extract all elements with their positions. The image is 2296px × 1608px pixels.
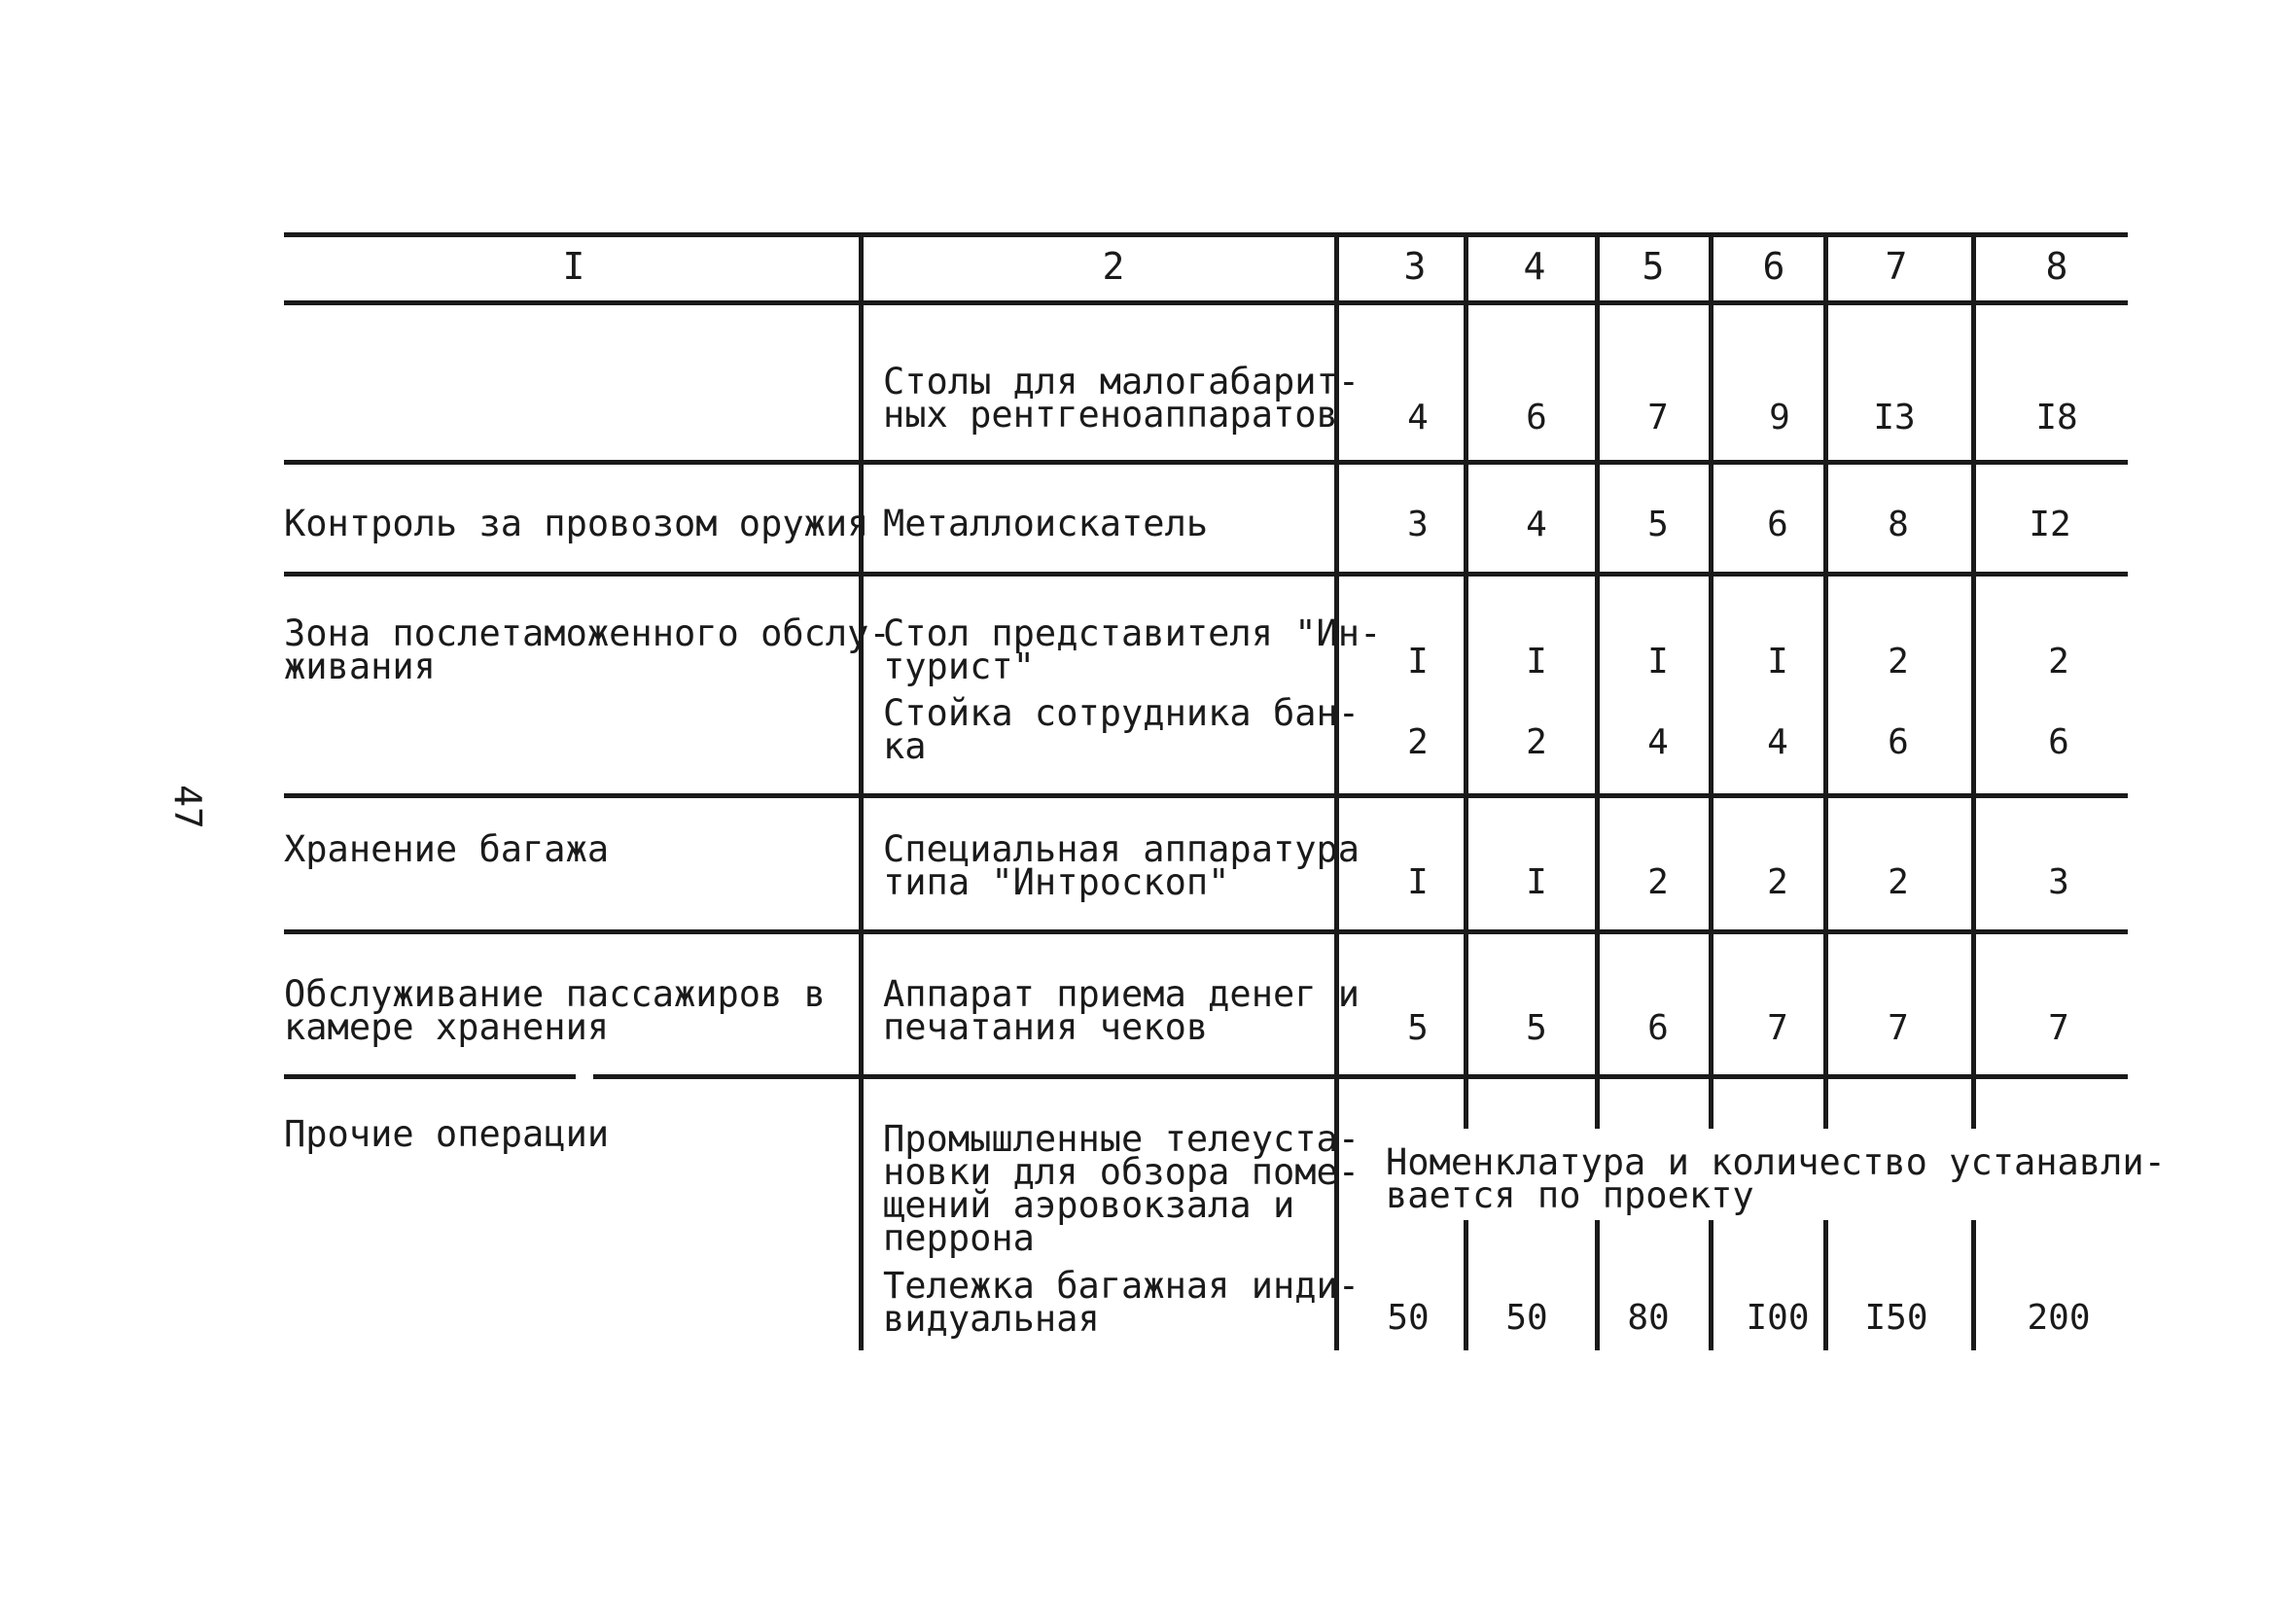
header-col-7: 7 bbox=[1885, 245, 1908, 288]
col-rule bbox=[1709, 232, 1713, 1129]
header-bottom-rule bbox=[284, 300, 2128, 305]
header-col-8: 8 bbox=[2045, 245, 2068, 288]
row-rule bbox=[284, 929, 2128, 934]
value-cell: 9 bbox=[1769, 398, 1790, 437]
value-cell: I bbox=[1526, 642, 1547, 682]
value-cell: 5 bbox=[1407, 1008, 1429, 1048]
value-cell: 4 bbox=[1407, 398, 1429, 437]
value-cell: 200 bbox=[2027, 1298, 2091, 1338]
col-rule bbox=[1709, 1220, 1713, 1350]
row-rule bbox=[284, 572, 2128, 577]
item-name: Стойка сотрудника бан- ка bbox=[883, 692, 1360, 767]
value-cell: I2 bbox=[2029, 505, 2071, 544]
value-cell: 7 bbox=[1647, 398, 1669, 437]
row-rule bbox=[284, 460, 2128, 465]
value-cell: 80 bbox=[1627, 1298, 1670, 1338]
operation-name: Зона послетаможенного обслу- живания bbox=[284, 612, 891, 687]
item-name: Металлоискатель bbox=[883, 503, 1209, 544]
value-cell: 2 bbox=[1767, 862, 1788, 902]
col-rule bbox=[859, 232, 864, 1350]
value-cell: 6 bbox=[1888, 722, 1909, 762]
item-name: Стол представителя "Ин- турист" bbox=[883, 612, 1382, 687]
row-rule bbox=[284, 793, 2128, 798]
value-cell: 4 bbox=[1526, 505, 1547, 544]
header-col-6: 6 bbox=[1762, 245, 1785, 288]
row-rule bbox=[284, 1074, 576, 1079]
value-cell: 2 bbox=[1888, 862, 1909, 902]
value-cell: I8 bbox=[2035, 398, 2078, 437]
value-cell: 4 bbox=[1647, 722, 1669, 762]
value-cell: 6 bbox=[1647, 1008, 1669, 1048]
value-cell: 6 bbox=[2048, 722, 2069, 762]
col-rule bbox=[1464, 1220, 1468, 1350]
value-cell: I bbox=[1407, 642, 1429, 682]
value-cell: I00 bbox=[1746, 1298, 1810, 1338]
col-rule bbox=[1595, 232, 1600, 1129]
page-number: 47 bbox=[165, 785, 209, 829]
item-name: Специальная аппаратура типа "Интроскоп" bbox=[883, 828, 1360, 903]
value-cell: 5 bbox=[1526, 1008, 1547, 1048]
value-cell: 50 bbox=[1387, 1298, 1430, 1338]
operation-name: Обслуживание пассажиров в камере хранения bbox=[284, 973, 826, 1048]
value-cell: 7 bbox=[1767, 1008, 1788, 1048]
value-cell: 3 bbox=[2048, 862, 2069, 902]
value-cell: 5 bbox=[1647, 505, 1669, 544]
header-col-1: I bbox=[562, 245, 585, 288]
value-cell: 7 bbox=[2048, 1008, 2069, 1048]
value-cell: I50 bbox=[1864, 1298, 1928, 1338]
col-rule bbox=[1971, 232, 1976, 1129]
header-col-4: 4 bbox=[1523, 245, 1546, 288]
value-cell: 2 bbox=[1647, 862, 1669, 902]
col-rule bbox=[1823, 232, 1828, 1129]
value-cell: 2 bbox=[2048, 642, 2069, 682]
value-cell: 6 bbox=[1767, 505, 1788, 544]
operation-name: Прочие операции bbox=[284, 1113, 610, 1155]
operation-name: Контроль за провозом оружия bbox=[284, 503, 869, 544]
item-name: Промышленные телеуста- новки для обзора поме- щений аэровокзала и перрона bbox=[883, 1118, 1360, 1259]
item-name: Аппарат приема денег и печатания чеков bbox=[883, 973, 1360, 1048]
row-rule bbox=[593, 1074, 2128, 1079]
header-col-3: 3 bbox=[1403, 245, 1427, 288]
project-note: Номенклатура и количество устанавли- вается по проекту bbox=[1386, 1141, 2166, 1216]
value-cell: I bbox=[1407, 862, 1429, 902]
operation-name: Хранение багажа bbox=[284, 828, 610, 870]
value-cell: 2 bbox=[1526, 722, 1547, 762]
value-cell: I bbox=[1767, 642, 1788, 682]
value-cell: I bbox=[1647, 642, 1669, 682]
item-name: Тележка багажная инди- видуальная bbox=[883, 1265, 1360, 1340]
header-col-2: 2 bbox=[1102, 245, 1125, 288]
value-cell: 6 bbox=[1526, 398, 1547, 437]
value-cell: 2 bbox=[1888, 642, 1909, 682]
value-cell: 7 bbox=[1888, 1008, 1909, 1048]
item-name: Столы для малогабарит- ных рентгеноаппаратов bbox=[883, 361, 1360, 436]
value-cell: 3 bbox=[1407, 505, 1429, 544]
col-rule bbox=[1971, 1220, 1976, 1350]
value-cell: 8 bbox=[1888, 505, 1909, 544]
header-col-5: 5 bbox=[1642, 245, 1665, 288]
col-rule bbox=[1464, 232, 1468, 1129]
value-cell: I bbox=[1526, 862, 1547, 902]
value-cell: 2 bbox=[1407, 722, 1429, 762]
value-cell: 4 bbox=[1767, 722, 1788, 762]
table-top-rule bbox=[284, 232, 2128, 237]
value-cell: 50 bbox=[1505, 1298, 1548, 1338]
value-cell: I3 bbox=[1873, 398, 1916, 437]
